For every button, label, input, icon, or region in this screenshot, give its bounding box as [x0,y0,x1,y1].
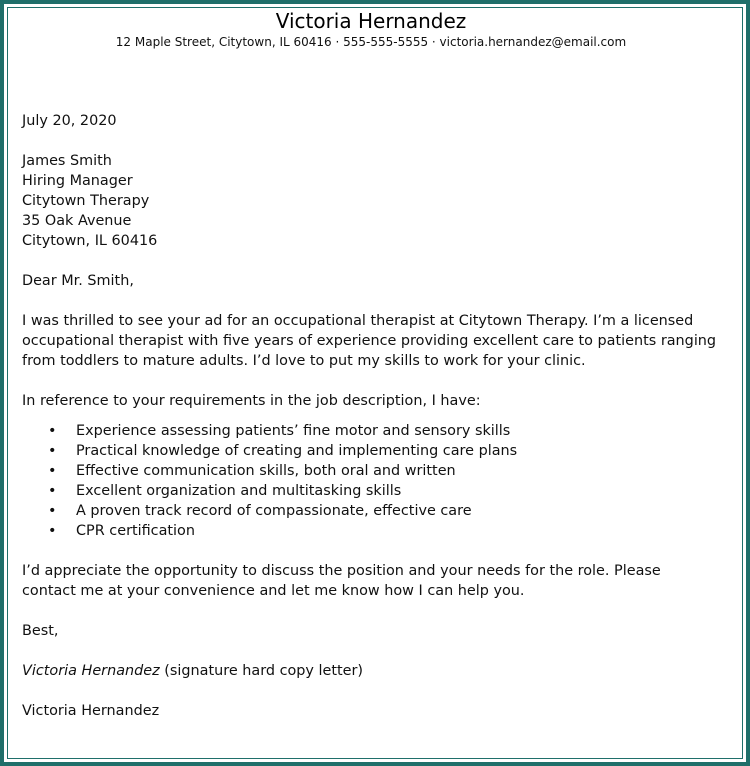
salutation: Dear Mr. Smith, [22,273,134,289]
recipient-company: Citytown Therapy [22,193,150,209]
bullet-icon: • [48,463,57,479]
typed-name: Victoria Hernandez [22,703,160,719]
letter-date: July 20, 2020 [22,113,117,129]
signature-note: (signature hard copy letter) [159,663,364,679]
skill-text: CPR certification [76,523,195,539]
list-item [22,521,722,541]
bullet-icon: • [48,523,57,539]
recipient-city: Citytown, IL 60416 [22,233,158,249]
bullet-icon: • [48,483,57,499]
skills-list [22,421,722,541]
paragraph-intro-line: occupational therapist with five years of experience providing excellent care to patients ranging [22,333,717,349]
bullet-icon: • [48,443,57,459]
paragraph-intro-line: from toddlers to mature adults. I’d love to put my skills to work for your clinic. [22,353,586,369]
skill-text: Excellent organization and multitasking skills [76,483,402,499]
sender-contact-line: 12 Maple Street, Citytown, IL 60416 · 555-555-5555 · victoria.hernandez@email.com [115,35,627,49]
recipient-street: 35 Oak Avenue [22,213,132,229]
list-item [22,461,722,481]
closing-phrase: Best, [22,623,59,639]
skill-text: A proven track record of compassionate, effective care [76,503,472,519]
paragraph-closing [22,561,722,601]
letter-body [22,111,722,721]
paragraph-intro-line: I was thrilled to see your ad for an occupational therapist at Citytown Therapy. I’m a licensed [22,313,694,329]
list-item [22,421,722,441]
skill-text: Practical knowledge of creating and implementing care plans [76,443,518,459]
bullet-icon: • [48,423,57,439]
signature-line [22,661,722,681]
recipient-name: James Smith [22,153,112,169]
skill-text: Effective communication skills, both oral and written [76,463,456,479]
list-item [22,501,722,521]
signature-name: Victoria Hernandez [22,663,160,679]
paragraph-closing-line: I’d appreciate the opportunity to discuss the position and your needs for the role. Please [22,563,661,579]
recipient-title: Hiring Manager [22,173,133,189]
recipient-block [22,151,722,251]
sender-name: Victoria Hernandez [275,9,467,33]
list-item [22,481,722,501]
paragraph-closing-line: contact me at your convenience and let me know how I can help you. [22,583,525,599]
list-item [22,441,722,461]
skill-text: Experience assessing patients’ fine motor and sensory skills [76,423,511,439]
paragraph-intro [22,311,722,371]
paragraph-requirements: In reference to your requirements in the job description, I have: [22,393,481,409]
bullet-icon: • [48,503,57,519]
